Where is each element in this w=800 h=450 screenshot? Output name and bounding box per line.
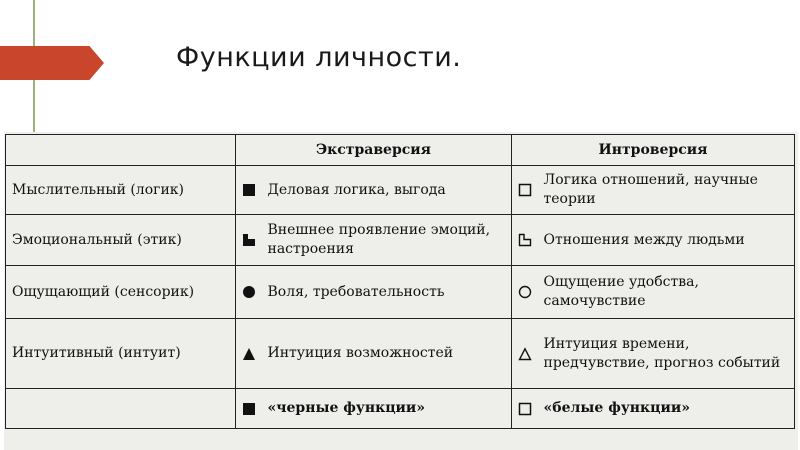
page-title: Функции личности.: [176, 42, 462, 73]
extra-description: Воля, требовательность: [262, 266, 512, 319]
table-row: [6, 319, 795, 389]
outline-square-icon: [512, 389, 538, 429]
header-extraversion: Экстраверсия: [236, 135, 512, 166]
outline-triangle-icon: [512, 319, 538, 389]
table-header-row: [6, 135, 795, 166]
filled-square-icon: [236, 166, 262, 215]
intro-description: Логика отношений, научные теории: [538, 166, 795, 215]
header-empty: [6, 135, 236, 166]
black-functions-label: «черные функции»: [262, 389, 512, 429]
outline-l-shape-icon: [512, 215, 538, 266]
extra-description: Интуиция возможностей: [262, 319, 512, 389]
row-category: Интуитивный (интуит): [6, 319, 236, 389]
outline-circle-icon: [512, 266, 538, 319]
table-row: [6, 215, 795, 266]
intro-description: Интуиция времени, предчувствие, прогноз событий: [538, 319, 795, 389]
outline-square-icon: [512, 166, 538, 215]
row-category: Ощущающий (сенсорик): [6, 266, 236, 319]
row-category: [6, 389, 236, 429]
intro-description: Ощущение удобства, самочувствие: [538, 266, 795, 319]
table-row: [6, 166, 795, 215]
extra-description: Внешнее проявление эмоций, настроения: [262, 215, 512, 266]
row-category: Эмоциональный (этик): [6, 215, 236, 266]
row-category: Мыслительный (логик): [6, 166, 236, 215]
title-arrow-marker: [0, 46, 104, 80]
table-row: [6, 266, 795, 319]
extra-description: Деловая логика, выгода: [262, 166, 512, 215]
filled-circle-icon: [236, 266, 262, 319]
filled-triangle-icon: [236, 319, 262, 389]
header-introversion: Интроверсия: [512, 135, 795, 166]
functions-table: [5, 134, 795, 429]
table-row: [6, 389, 795, 429]
white-functions-label: «белые функции»: [538, 389, 795, 429]
filled-l-shape-icon: [236, 215, 262, 266]
filled-square-icon: [236, 389, 262, 429]
intro-description: Отношения между людьми: [538, 215, 795, 266]
